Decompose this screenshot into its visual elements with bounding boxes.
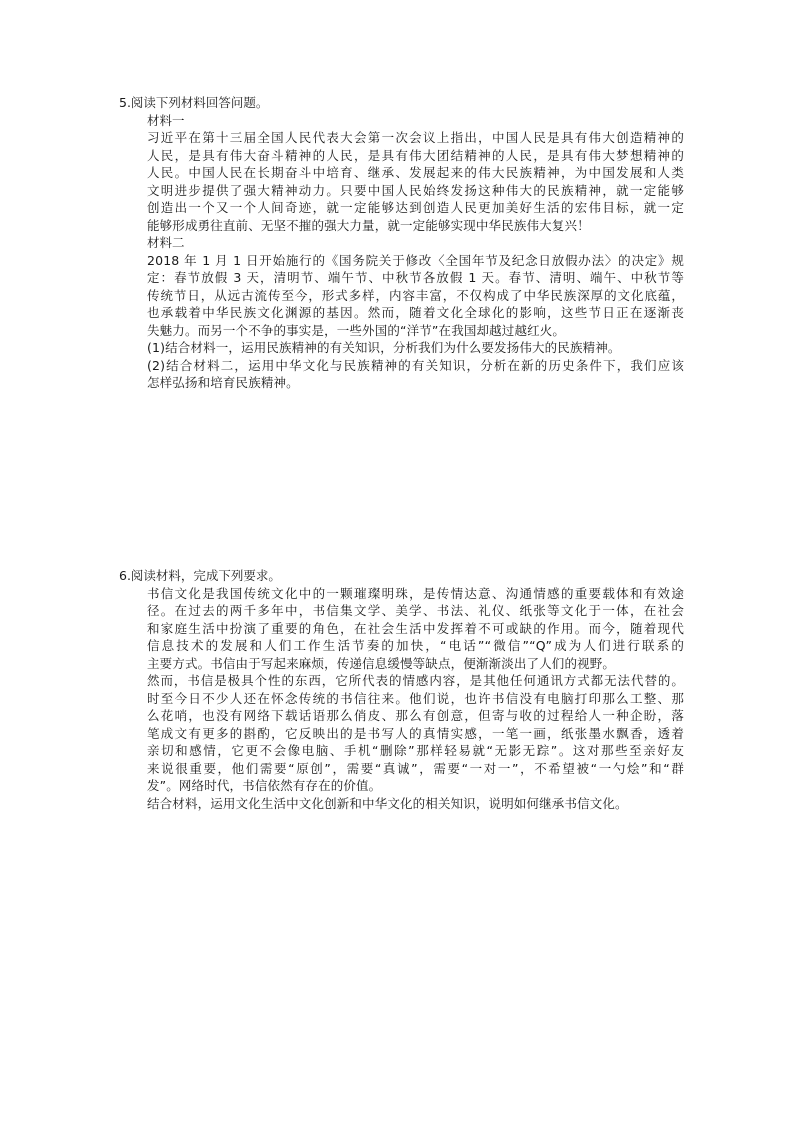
material-1-line: 人民。中国人民在长期奋斗中培育、继承、发展起来的伟大民族精神，为中国发展和人类 [147, 165, 684, 180]
paragraph-1 [147, 585, 684, 673]
paragraph-2 [147, 672, 684, 795]
paragraph-2-line: 笔成文有更多的斟酌，它反映出的是书写人的真情实感，一笔一画，纸张墨水飘香，透着 [147, 725, 684, 741]
paragraph-2-line: 时至今日不少人还在怀念传统的书信往来。他们说，也许书信没有电脑打印那么工整、那 [147, 690, 684, 706]
material-2-line: 2018 年 1 月 1 日开始施行的《国务院关于修改〈全国年节及纪念日放假办法〉的决定》规 [147, 252, 684, 268]
material-1-line: 人民，是具有伟大奋斗精神的人民，是具有伟大团结精神的人民，是具有伟大梦想精神的 [147, 147, 684, 163]
material-1-line: 能够形成勇往直前、无坚不摧的强大力量，就一定能够实现中华民族伟大复兴！ [147, 217, 590, 233]
paragraph-1-line: 径。在过去的两千多年中，书信集文学、美学、书法、礼仪、纸张等文化于一体，在社会 [147, 603, 684, 618]
material-1-text [147, 129, 684, 234]
material-2-text [147, 252, 684, 340]
paragraph-1-line: 和家庭生活中扮演了重要的角色，在社会生活中发挥着不可或缺的作用。而今，随着现代 [147, 620, 684, 636]
material-1-line: 创造出一个又一个人间奇迹，就一定能够达到创造人民更加美好生活的宏伟目标，就一定 [147, 200, 684, 215]
question-6 [119, 567, 684, 812]
sub-question-1: (1)结合材料一，运用民族精神的有关知识，分析我们为什么要发扬伟大的民族精神。 [147, 340, 621, 355]
material-2-line: 定：春节放假 3 天，清明节、端午节、中秋节各放假 1 天。春节、清明、端午、中秋节等 [147, 270, 684, 285]
question-5-title: 5.阅读下列材料回答问题。 [119, 95, 269, 110]
paragraph-2-line: 亲切和感情，它更不会像电脑、手机“删除”那样轻易就“无影无踪”。这对那些至亲好友 [147, 743, 684, 758]
material-2-line: 失魅力。而另一个不争的事实是，一些外国的“洋节”在我国却越过越红火。 [147, 322, 566, 338]
material-1-label: 材料一 [147, 112, 185, 128]
question-5-body [119, 112, 684, 392]
question-6-task: 结合材料，运用文化生活中文化创新和中华文化的相关知识，说明如何继承书信文化。 [147, 795, 628, 811]
material-1-line: 文明进步提供了强大精神动力。只要中国人民始终发扬这种伟大的民族精神，就一定能够 [147, 182, 684, 198]
paragraph-1-line: 书信文化是我国传统文化中的一颗璀璨明珠，是传情达意、沟通情感的重要载体和有效途 [147, 585, 684, 601]
material-2-line: 传统节日，从远古流传至今，形式多样，内容丰富，不仅构成了中华民族深厚的文化底蕴， [147, 287, 684, 303]
material-1-line: 习近平在第十三届全国人民代表大会第一次会议上指出，中国人民是具有伟大创造精神的 [147, 130, 684, 145]
paragraph-2-line: 来说很重要，他们需要“原创”，需要“真诚”，需要“一对一”，不希望被“一勺烩”和“群 [147, 760, 684, 776]
paragraph-2-line: 发”。网络时代，书信依然有存在的价值。 [147, 778, 382, 793]
question-6-title: 6.阅读材料，完成下列要求。 [119, 568, 281, 583]
material-2-line: 也承载着中华民族文化渊源的基因。然而，随着文化全球化的影响，这些节日正在逐渐丧 [147, 305, 684, 320]
paragraph-2-line: 然而，书信是极具个性的东西，它所代表的情感内容，是其他任何通讯方式都无法代替的。 [147, 673, 684, 688]
sub-question-2-line: 怎样弘扬和培育民族精神。 [147, 375, 299, 390]
material-2-label: 材料二 [147, 235, 185, 250]
sub-question-2-line: (2)结合材料二，运用中华文化与民族精神的有关知识，分析在新的历史条件下，我们应该 [147, 357, 684, 373]
question-6-body [119, 585, 684, 813]
sub-question-2 [147, 357, 684, 392]
paragraph-1-line: 主要方式。书信由于写起来麻烦，传递信息缓慢等缺点，便渐渐淡出了人们的视野。 [147, 655, 616, 671]
paragraph-2-line: 么花哨，也没有网络下载话语那么俏皮、那么有创意，但寄与收的过程给人一种企盼，落 [147, 708, 684, 723]
paragraph-1-line: 信息技术的发展和人们工作生活节奏的加快，“电话”“微信”“Q”成为人们进行联系的 [147, 638, 684, 653]
question-5 [119, 94, 684, 392]
